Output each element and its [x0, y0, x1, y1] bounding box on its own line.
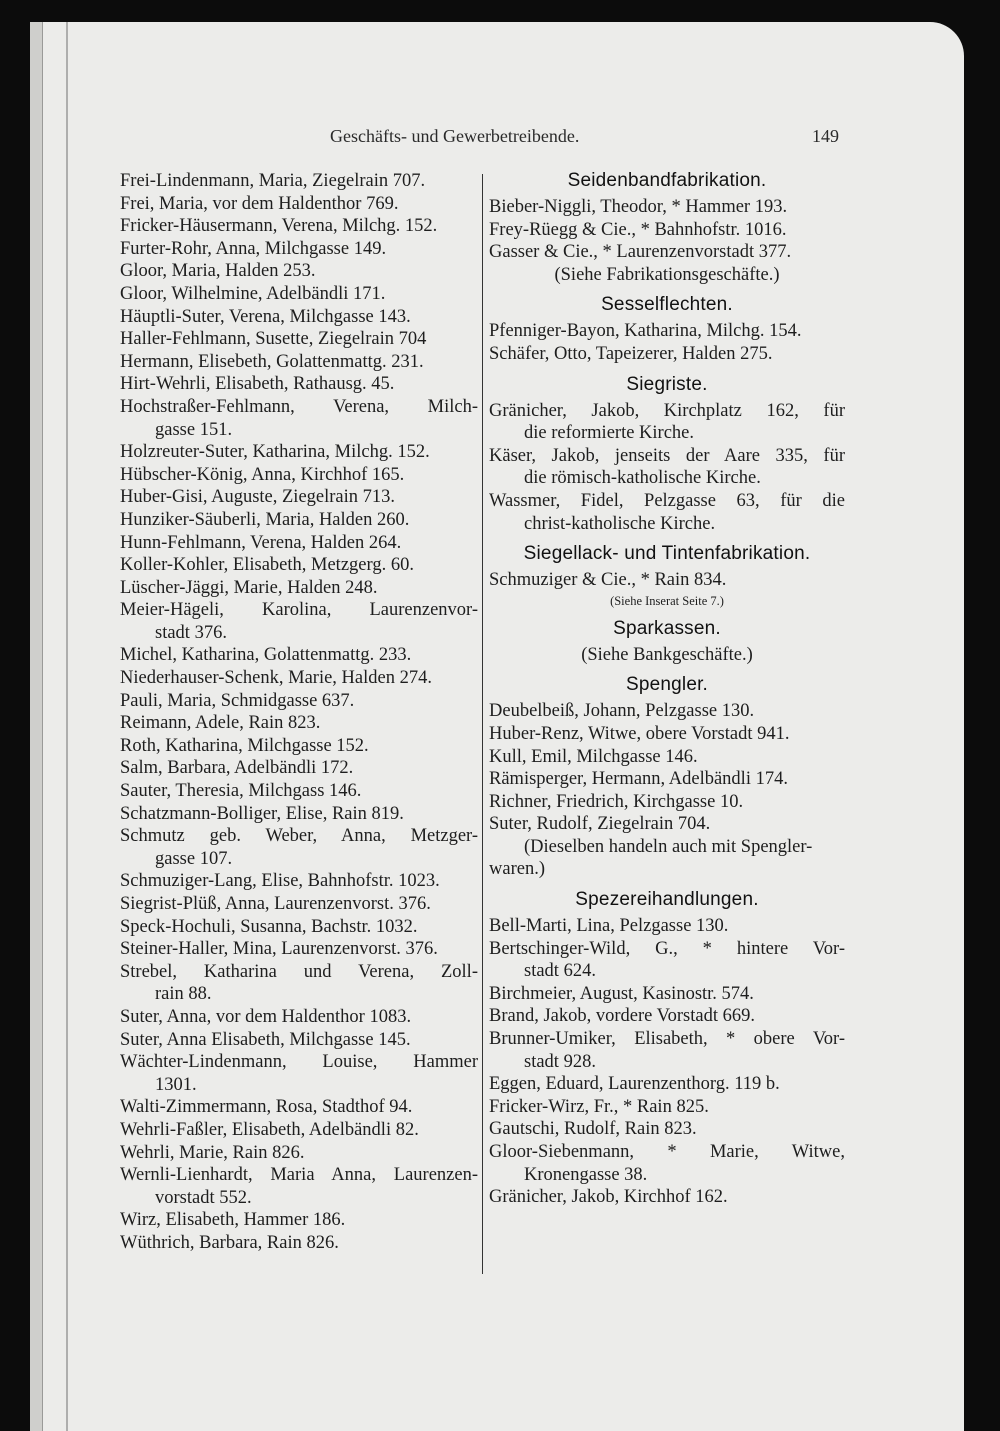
directory-entry: Hunziker-Säuberli, Maria, Halden 260. [120, 509, 410, 530]
insert-reference-note: (Siehe Inserat Seite 7.) [610, 593, 724, 608]
directory-entry: Hermann, Elisebeth, Golattenmattg. 231. [120, 351, 424, 372]
directory-entry: Bieber-Niggli, Theodor, * Hammer 193. [489, 197, 788, 217]
directory-entry: Hunn-Fehlmann, Verena, Halden 264. [120, 532, 402, 553]
entry-continuation: stadt 376. [155, 622, 227, 643]
entry-continuation: stadt 928. [524, 1051, 596, 1072]
directory-entry: Käser, Jakob, jenseits der Aare 335, für [489, 445, 845, 466]
entry-continuation: gasse 151. [155, 419, 233, 440]
directory-entry: Wüthrich, Barbara, Rain 826. [120, 1232, 339, 1253]
directory-entry: Meier-Hägeli, Karolina, Laurenzenvor- [120, 600, 478, 621]
entry-continuation: vorstadt 552. [155, 1187, 252, 1208]
entry-continuation: die römisch-katholische Kirche. [524, 468, 761, 489]
directory-entry: Wehrli, Marie, Rain 826. [120, 1142, 305, 1163]
directory-entry: Eggen, Eduard, Laurenzenthorg. 119 b. [489, 1074, 780, 1095]
directory-entry: Hirt-Wehrli, Elisabeth, Rathausg. 45. [120, 374, 395, 395]
section-heading: Siegellack- und Tintenfabrikation. [523, 543, 811, 565]
directory-entry: Furter-Rohr, Anna, Milchgasse 149. [120, 238, 387, 259]
entry-continuation: die reformierte Kirche. [524, 423, 695, 444]
directory-entry: Schmuziger & Cie., * Rain 834. [489, 570, 727, 591]
binding-crease [66, 22, 68, 1431]
directory-entry: Pauli, Maria, Schmidgasse 637. [120, 690, 355, 711]
directory-entry: Huber-Gisi, Auguste, Ziegelrain 713. [120, 487, 396, 508]
directory-entry: Steiner-Haller, Mina, Laurenzenvorst. 376. [120, 939, 438, 960]
directory-entry: Haller-Fehlmann, Susette, Ziegelrain 704 [120, 329, 427, 350]
section-note: waren.) [489, 859, 545, 880]
entry-continuation: 1301. [155, 1074, 197, 1095]
directory-entry: Wehrli-Faßler, Elisabeth, Adelbändli 82. [120, 1119, 419, 1140]
entry-continuation: rain 88. [155, 984, 212, 1005]
directory-entry: Gautschi, Rudolf, Rain 823. [489, 1119, 697, 1140]
directory-entry: Schäfer, Otto, Tapeizerer, Halden 275. [489, 343, 773, 364]
entry-continuation: christ-katholische Kirche. [524, 513, 716, 534]
directory-entry: Hübscher-König, Anna, Kirchhof 165. [120, 464, 405, 485]
running-header: Geschäfts- und Gewerbetreibende. [330, 126, 580, 146]
directory-entry: Suter, Rudolf, Ziegelrain 704. [489, 814, 711, 835]
section-heading: Spengler. [625, 674, 709, 696]
directory-entry: Speck-Hochuli, Susanna, Bachstr. 1032. [120, 916, 418, 937]
directory-entry: Wassmer, Fidel, Pelzgasse 63, für die [489, 490, 845, 511]
directory-entry: Schmutz geb. Weber, Anna, Metzger- [120, 826, 478, 847]
directory-entry: Schatzmann-Bolliger, Elise, Rain 819. [120, 803, 404, 824]
section-heading: Sparkassen. [613, 617, 721, 639]
directory-entry: Birchmeier, August, Kasinostr. 574. [489, 983, 754, 1004]
directory-entry: Wernli-Lienhardt, Maria Anna, Laurenzen- [120, 1165, 478, 1186]
page-number: 149 [812, 126, 839, 146]
directory-entry: Niederhauser-Schenk, Marie, Halden 274. [120, 668, 432, 689]
column-divider [482, 174, 483, 1274]
directory-entry: Suter, Anna Elisabeth, Milchgasse 145. [120, 1029, 411, 1050]
directory-entry: Michel, Katharina, Golattenmattg. 233. [120, 645, 412, 666]
section-note: (Siehe Fabrikationsgeschäfte.) [554, 264, 780, 285]
directory-entry: Frei, Maria, vor dem Haldenthor 769. [120, 193, 399, 214]
directory-entry: Pfenniger-Bayon, Katharina, Milchg. 154. [489, 321, 802, 342]
directory-entry: Richner, Friedrich, Kirchgasse 10. [489, 791, 744, 812]
page-gutter [30, 22, 43, 1431]
directory-entry: Bertschinger-Wild, G., * hintere Vor- [489, 938, 845, 959]
section-note: (Dieselben handeln auch mit Spengler- [524, 836, 813, 857]
directory-entry: Hochstraßer-Fehlmann, Verena, Milch- [120, 396, 478, 417]
directory-entry: Fricker-Wirz, Fr., * Rain 825. [489, 1096, 709, 1117]
entry-continuation: gasse 107. [155, 848, 233, 869]
directory-entry: Wirz, Elisabeth, Hammer 186. [120, 1210, 346, 1231]
directory-entry: Sauter, Theresia, Milchgass 146. [120, 781, 362, 802]
section-note: (Siehe Bankgeschäfte.) [581, 644, 753, 665]
directory-entry: Gloor, Maria, Halden 253. [120, 261, 316, 282]
directory-entry: Kull, Emil, Milchgasse 146. [489, 746, 698, 767]
directory-entry: Schmuziger-Lang, Elise, Bahnhofstr. 1023. [120, 871, 440, 892]
directory-entry: Holzreuter-Suter, Katharina, Milchg. 152. [120, 442, 430, 463]
directory-entry: Walti-Zimmermann, Rosa, Stadthof 94. [120, 1097, 413, 1118]
directory-entry: Deubelbeiß, Johann, Pelzgasse 130. [489, 701, 755, 722]
directory-entry: Reimann, Adele, Rain 823. [120, 713, 321, 734]
directory-entry: Bell-Marti, Lina, Pelzgasse 130. [489, 916, 729, 937]
directory-entry: Strebel, Katharina und Verena, Zoll- [120, 961, 478, 982]
directory-entry: Gränicher, Jakob, Kirchhof 162. [489, 1187, 728, 1208]
directory-entry: Salm, Barbara, Adelbändli 172. [120, 758, 354, 779]
entry-continuation: stadt 624. [524, 961, 596, 982]
section-heading: Sesselflechten. [601, 294, 733, 316]
directory-entry: Siegrist-Plüß, Anna, Laurenzenvorst. 376. [120, 894, 431, 914]
directory-entry: Roth, Katharina, Milchgasse 152. [120, 735, 369, 756]
directory-entry: Gloor, Wilhelmine, Adelbändli 171. [120, 283, 386, 304]
directory-entry: Wächter-Lindenmann, Louise, Hammer [120, 1052, 478, 1073]
directory-entry: Frei-Lindenmann, Maria, Ziegelrain 707. [120, 171, 426, 191]
directory-entry: Rämisperger, Hermann, Adelbändli 174. [489, 769, 788, 790]
section-heading: Seidenbandfabrikation. [567, 170, 767, 191]
directory-entry: Frey-Rüegg & Cie., * Bahnhofstr. 1016. [489, 219, 787, 240]
directory-entry: Koller-Kohler, Elisabeth, Metzgerg. 60. [120, 555, 414, 576]
section-heading: Siegriste. [626, 373, 708, 395]
directory-entry: Häuptli-Suter, Verena, Milchgasse 143. [120, 306, 411, 327]
directory-entry: Gloor-Siebenmann, * Marie, Witwe, [489, 1142, 845, 1162]
directory-entry: Brand, Jakob, vordere Vorstadt 669. [489, 1006, 755, 1027]
left-column [120, 170, 478, 1255]
directory-entry: Brunner-Umiker, Elisabeth, * obere Vor- [489, 1029, 845, 1050]
section-heading: Spezereihandlungen. [575, 889, 759, 911]
entry-continuation: Kronengasse 38. [524, 1164, 648, 1185]
directory-entry: Huber-Renz, Witwe, obere Vorstadt 941. [489, 723, 790, 744]
directory-entry: Suter, Anna, vor dem Haldenthor 1083. [120, 1006, 412, 1027]
directory-entry: Fricker-Häusermann, Verena, Milchg. 152. [120, 216, 438, 237]
directory-entry: Lüscher-Jäggi, Marie, Halden 248. [120, 577, 378, 598]
directory-entry: Gasser & Cie., * Laurenzenvorstadt 377. [489, 242, 792, 263]
right-column [489, 170, 845, 1209]
directory-entry: Gränicher, Jakob, Kirchplatz 162, für [489, 400, 845, 421]
book-page [30, 22, 964, 1431]
